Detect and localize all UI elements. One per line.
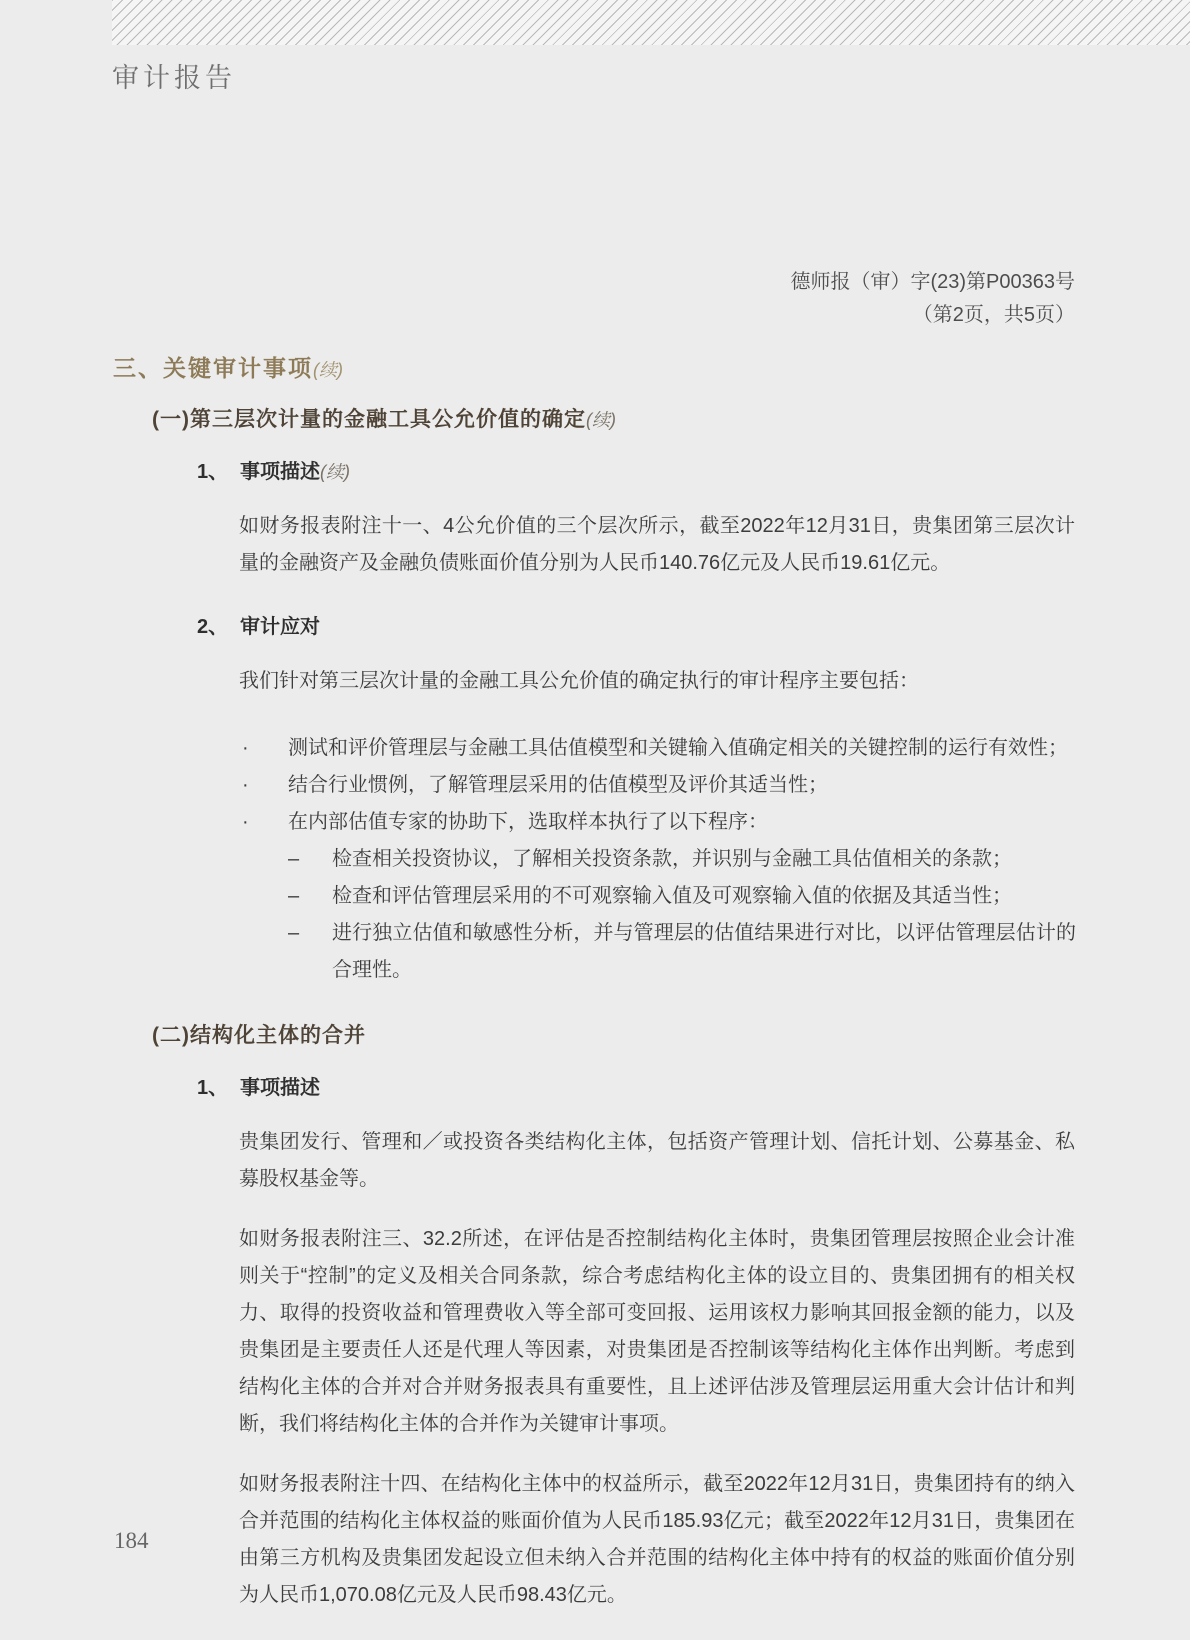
kam2-paragraph: 贵集团发行、管理和／或投资各类结构化主体，包括资产管理计划、信托计划、公募基金、私募股权基金等。 [239, 1131, 1075, 1190]
document-page-info: （第2页，共5页） [912, 304, 1075, 326]
dash-marker: – [288, 922, 300, 944]
kam1-item1-heading-text [240, 455, 350, 484]
kam1-title-text: (一)第三层次计量的金融工具公允价值的确定 [152, 408, 586, 431]
list-item [288, 915, 1076, 989]
list-item [242, 804, 1076, 841]
bullet-text: 结合行业惯例，了解管理层采用的估值模型及评价其适当性； [288, 774, 828, 796]
sub-bullet-text: 检查和评估管理层采用的不可观察输入值及可观察输入值的依据及其适当性； [332, 885, 1012, 907]
kam2-paragraph: 如财务报表附注十四、在结构化主体中的权益所示，截至2022年12月31日，贵集团持有的纳入合并范围的结构化主体权益的账面价值为人民币185.93亿元；截至2022年12月31日，贵集团在由第三方机构及贵集团发起设立但未纳入合并范围的结构化主体中持有的权益的账面价值分别为人民币1,070.08亿元及人民币98.43亿元。 [239, 1473, 1075, 1606]
bullet-text: 在内部估值专家的协助下，选取样本执行了以下程序： [288, 811, 768, 833]
section-title [113, 350, 1076, 383]
kam2-item1-title: 事项描述 [240, 1077, 320, 1099]
kam1-item2-title: 审计应对 [240, 616, 320, 638]
kam1-response-intro: 我们针对第三层次计量的金融工具公允价值的确定执行的审计程序主要包括： [239, 670, 919, 692]
list-item [242, 730, 1076, 767]
section-title-continued-marker: (续) [313, 360, 343, 380]
bullet-marker: · [242, 811, 249, 833]
kam2-paragraph: 如财务报表附注三、32.2所述，在评估是否控制结构化主体时，贵集团管理层按照企业会计准则关于“控制”的定义及相关合同条款，综合考虑结构化主体的设立目的、贵集团拥有的相关权力、取得的投资收益和管理费收入等全部可变回报、运用该权力影响其回报金额的能力，以及贵集团是主要责任人还是代理人等因素，对贵集团是否控制该等结构化主体作出判断。考虑到结构化主体的合并对合并财务报表具有重要性，且上述评估涉及管理层运用重大会计估计和判断，我们将结构化主体的合并作为关键审计事项。 [239, 1228, 1075, 1435]
decorative-hatch-band [112, 0, 1190, 45]
kam2-item1-heading [197, 1071, 1076, 1100]
kam1-response-list [113, 730, 1076, 989]
kam1-description-paragraph: 如财务报表附注十一、4公允价值的三个层次所示，截至2022年12月31日，贵集团第三层次计量的金融资产及金融负债账面价值分别为人民币140.76亿元及人民币19.61亿元。 [239, 515, 1075, 574]
kam1-item1-continued-marker: (续) [320, 462, 350, 482]
sub-bullet-text: 进行独立估值和敏感性分析，并与管理层的估值结果进行对比，以评估管理层估计的合理性。 [332, 922, 1076, 981]
bullet-marker: · [242, 774, 249, 796]
kam1-item2-number: 2、 [197, 616, 229, 638]
document-reference [790, 266, 1075, 332]
page-number: 184 [114, 1528, 149, 1553]
kam1-item1-title: 事项描述 [240, 461, 320, 483]
dash-marker: – [288, 848, 300, 870]
kam2-item1-number: 1、 [197, 1077, 229, 1099]
kam2-title: (二)结构化主体的合并 [152, 1024, 366, 1047]
kam1-title-continued-marker: (续) [586, 410, 616, 430]
kam1-item1-number: 1、 [197, 461, 229, 483]
bullet-marker: · [242, 737, 249, 759]
kam1-title [152, 403, 1076, 433]
section-title-text: 三、关键审计事项 [113, 355, 313, 381]
sub-bullet-text: 检查相关投资协议，了解相关投资条款，并识别与金融工具估值相关的条款； [332, 848, 1012, 870]
list-item [288, 878, 1076, 915]
list-item [242, 767, 1076, 804]
list-item [288, 841, 1076, 878]
kam1-item1-heading [197, 455, 1076, 484]
report-header-label: 审计报告 [112, 63, 236, 93]
document-reference-number: 德师报（审）字(23)第P00363号 [790, 271, 1075, 293]
bullet-text: 测试和评价管理层与金融工具估值模型和关键输入值确定相关的关键控制的运行有效性； [288, 737, 1068, 759]
kam1-item2-heading [197, 610, 1076, 639]
main-content [113, 350, 1076, 1640]
dash-marker: – [288, 885, 300, 907]
